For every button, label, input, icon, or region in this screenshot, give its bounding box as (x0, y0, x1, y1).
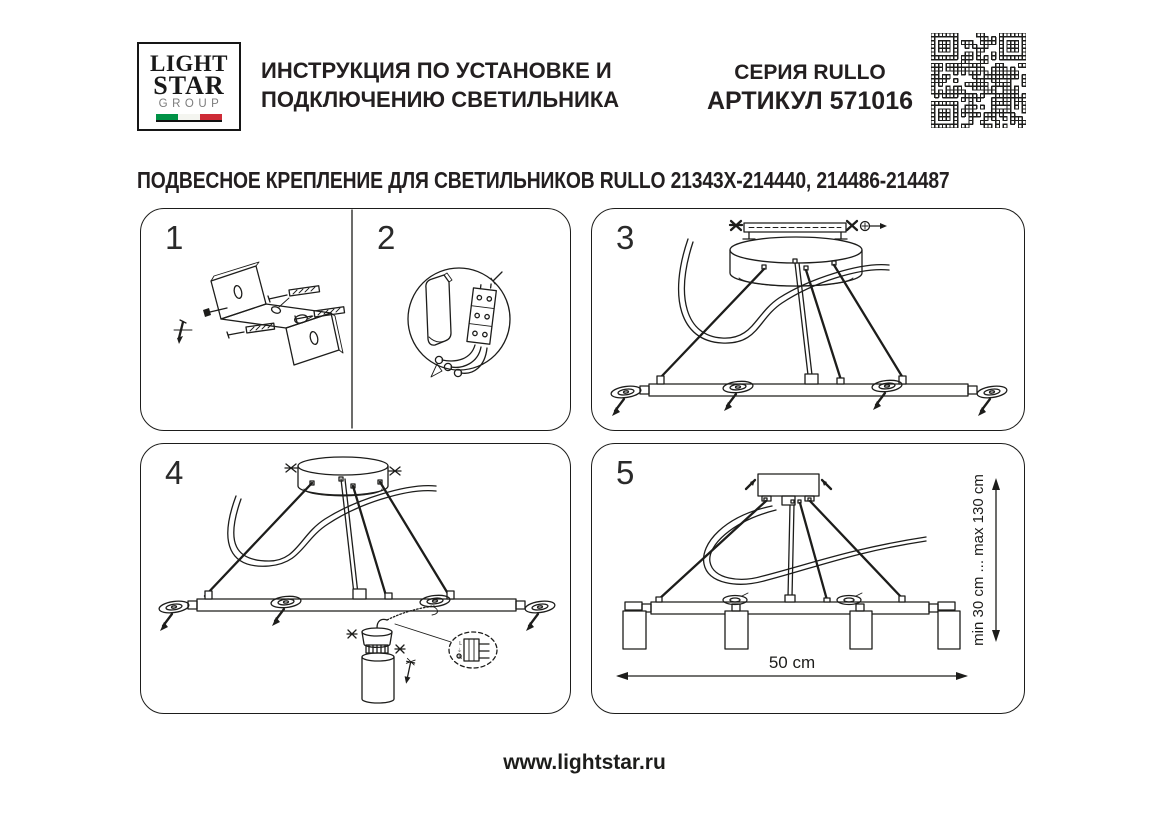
terminal-label-l: L (459, 641, 462, 647)
lightstar-logo (137, 42, 241, 131)
website-url: www.lightstar.ru (503, 751, 666, 774)
height-dimension-label: min 30 cm ... max 130 cm (970, 474, 987, 646)
canopy (285, 457, 401, 496)
step-3-diagram (592, 209, 1023, 429)
tighten-mark-icon (730, 221, 742, 230)
lamp-shade (725, 604, 748, 649)
width-dimension (616, 653, 968, 680)
title-line-2: ПОДКЛЮЧЕНИЮ СВЕТИЛЬНИКА (261, 87, 620, 112)
fixture-bar (623, 593, 960, 649)
ceiling-rail (730, 221, 887, 239)
ceiling-box (746, 474, 831, 505)
panel-step-1-2 (140, 208, 571, 431)
panel-step-4 (140, 443, 571, 714)
panel-step-5 (591, 443, 1025, 714)
step-number-4: 4 (165, 454, 184, 491)
title-line-1: ИНСТРУКЦИЯ ПО УСТАНОВКЕ И (261, 58, 612, 83)
tighten-mark-icon (847, 221, 857, 230)
subtitle: ПОДВЕСНОЕ КРЕПЛЕНИЕ ДЛЯ СВЕТИЛЬНИКОВ RULLO 21343X-214440, 214486-214487 (137, 167, 950, 193)
suspension-cables (205, 479, 450, 599)
lamp-assembly (347, 606, 451, 703)
bracket-diagram (174, 262, 345, 365)
terminal-detail (449, 632, 497, 668)
step-1-2-diagram (141, 209, 569, 429)
fixture-bar (610, 374, 1007, 416)
tighten-mark-icon (395, 645, 405, 653)
wiring-detail-diagram (408, 268, 510, 377)
subtitle-wrap (137, 167, 1037, 195)
logo-text-group: GROUP (158, 98, 224, 110)
width-dimension-label: 50 cm (768, 653, 816, 672)
tighten-mark-icon (389, 467, 401, 475)
lamp-shade (850, 604, 872, 649)
series-label: СЕРИЯ RULLO (734, 61, 886, 84)
screw-icon (203, 308, 227, 317)
suspension-cables (658, 501, 902, 600)
terminal-label-earth: ⏚ (456, 648, 462, 654)
qr-code (931, 33, 1026, 128)
step-number-5: 5 (616, 454, 635, 491)
lamp-shade (623, 611, 646, 649)
step-number-1: 1 (165, 219, 184, 256)
power-cords (228, 486, 436, 567)
step-4-diagram (141, 444, 569, 712)
tighten-mark-icon (285, 464, 297, 472)
screw-icon (174, 320, 192, 344)
page-title (261, 56, 619, 114)
logo-text-star: STAR (153, 71, 225, 100)
fixture-bar (158, 589, 555, 631)
tighten-mark-icon (347, 630, 357, 638)
suspension-cables (661, 263, 903, 380)
lamp-shade (938, 611, 960, 649)
screw-icon (861, 222, 888, 231)
italian-flag-icon (156, 114, 222, 122)
article-label: АРТИКУЛ 571016 (706, 87, 914, 115)
terminal-label-n: N (458, 655, 462, 661)
product-id-block (685, 60, 935, 116)
screw-icon (402, 658, 415, 684)
panel-step-3 (591, 208, 1025, 431)
height-dimension (970, 474, 1000, 646)
screw-dowel-icon (268, 286, 320, 307)
power-cords (704, 506, 926, 584)
step-number-3: 3 (616, 219, 635, 256)
logo-text-light: LIGHT (150, 51, 228, 76)
step-5-diagram (592, 444, 1023, 712)
step-number-2: 2 (377, 219, 396, 256)
